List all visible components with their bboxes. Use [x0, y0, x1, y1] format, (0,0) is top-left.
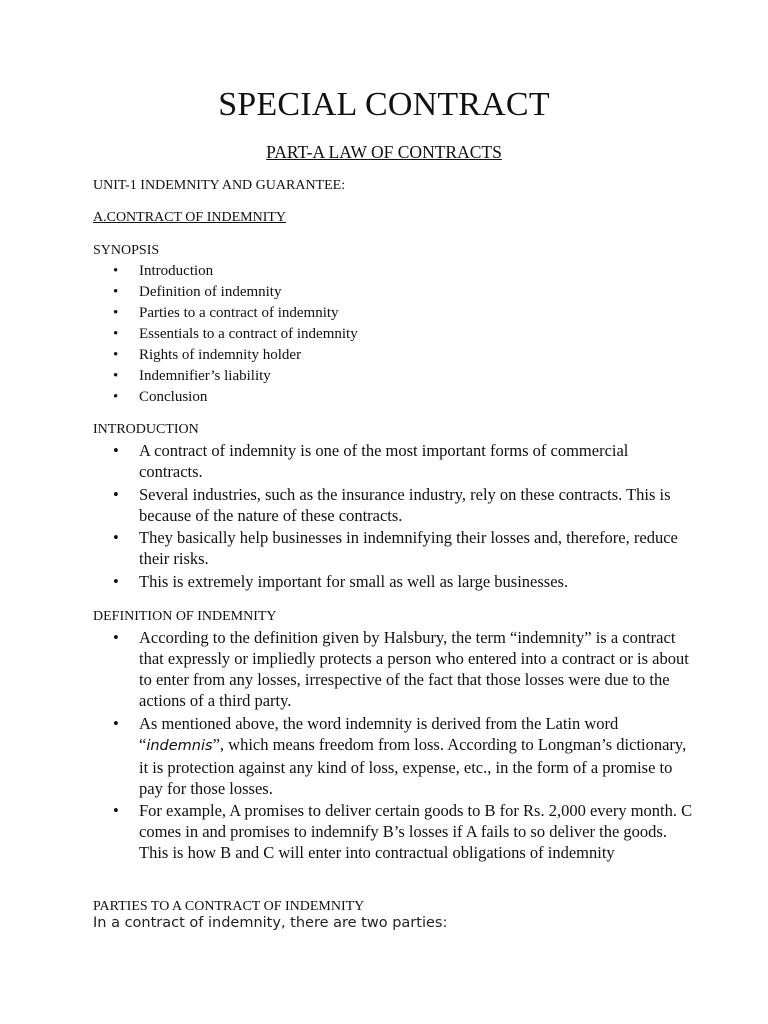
list-item: • Rights of indemnity holder: [93, 345, 358, 366]
parties-heading: PARTIES TO A CONTRACT OF INDEMNITY: [93, 899, 365, 914]
document-title: SPECIAL CONTRACT: [218, 86, 550, 123]
synopsis-list: [93, 261, 358, 408]
parties-text: In a contract of indemnity, there are two parties:: [93, 915, 448, 931]
list-item: • Essentials to a contract of indemnity: [93, 324, 358, 345]
synopsis-heading: SYNOPSIS: [93, 243, 160, 258]
list-item: • Several industries, such as the insurance industry, rely on these contracts. This is because of the nature of these contracts.: [93, 484, 693, 526]
section-heading: A.CONTRACT OF INDEMNITY: [93, 210, 287, 225]
list-item: • Parties to a contract of indemnity: [93, 303, 358, 324]
list-item: • Indemnifier’s liability: [93, 366, 358, 387]
definition-heading: DEFINITION OF INDEMNITY: [93, 609, 277, 624]
introduction-heading: INTRODUCTION: [93, 422, 199, 437]
list-item: • They basically help businesses in indemnifying their losses and, therefore, reduce their risks.: [93, 527, 693, 569]
list-item: • This is extremely important for small as well as large businesses.: [93, 571, 693, 592]
introduction-list: [93, 440, 693, 593]
list-item: • For example, A promises to deliver certain goods to B for Rs. 2,000 every month. C comes in and promises to indemnify B’s losses if A fails to so deliver the goods. This is how B and C will enter into contractual obligations of indemnity: [93, 800, 693, 863]
list-item: • A contract of indemnity is one of the most important forms of commercial contracts.: [93, 440, 693, 482]
list-item: • Introduction: [93, 261, 358, 282]
unit-heading: UNIT-1 INDEMNITY AND GUARANTEE:: [93, 178, 346, 193]
list-item: • Conclusion: [93, 387, 358, 408]
definition-text-before: As mentioned above, the word indemnity is derived from the Latin word “: [139, 713, 619, 754]
definition-list: [93, 627, 693, 865]
list-item: [93, 713, 693, 799]
latin-term: indemnis: [146, 737, 213, 754]
definition-text-after: ”, which means freedom from loss. According to Longman’s dictionary, it is protection against any kind of loss, expense, etc., in the form of a promise to pay for those losses.: [139, 734, 687, 798]
list-item: • According to the definition given by Halsbury, the term “indemnity” is a contract that expressly or impliedly protects a person who entered into a contract or is about to enter from any losses, irrespective of the fact that those losses were due to the actions of a third party.: [93, 627, 693, 711]
list-item: • Definition of indemnity: [93, 282, 358, 303]
part-heading: PART-A LAW OF CONTRACTS: [266, 142, 502, 162]
